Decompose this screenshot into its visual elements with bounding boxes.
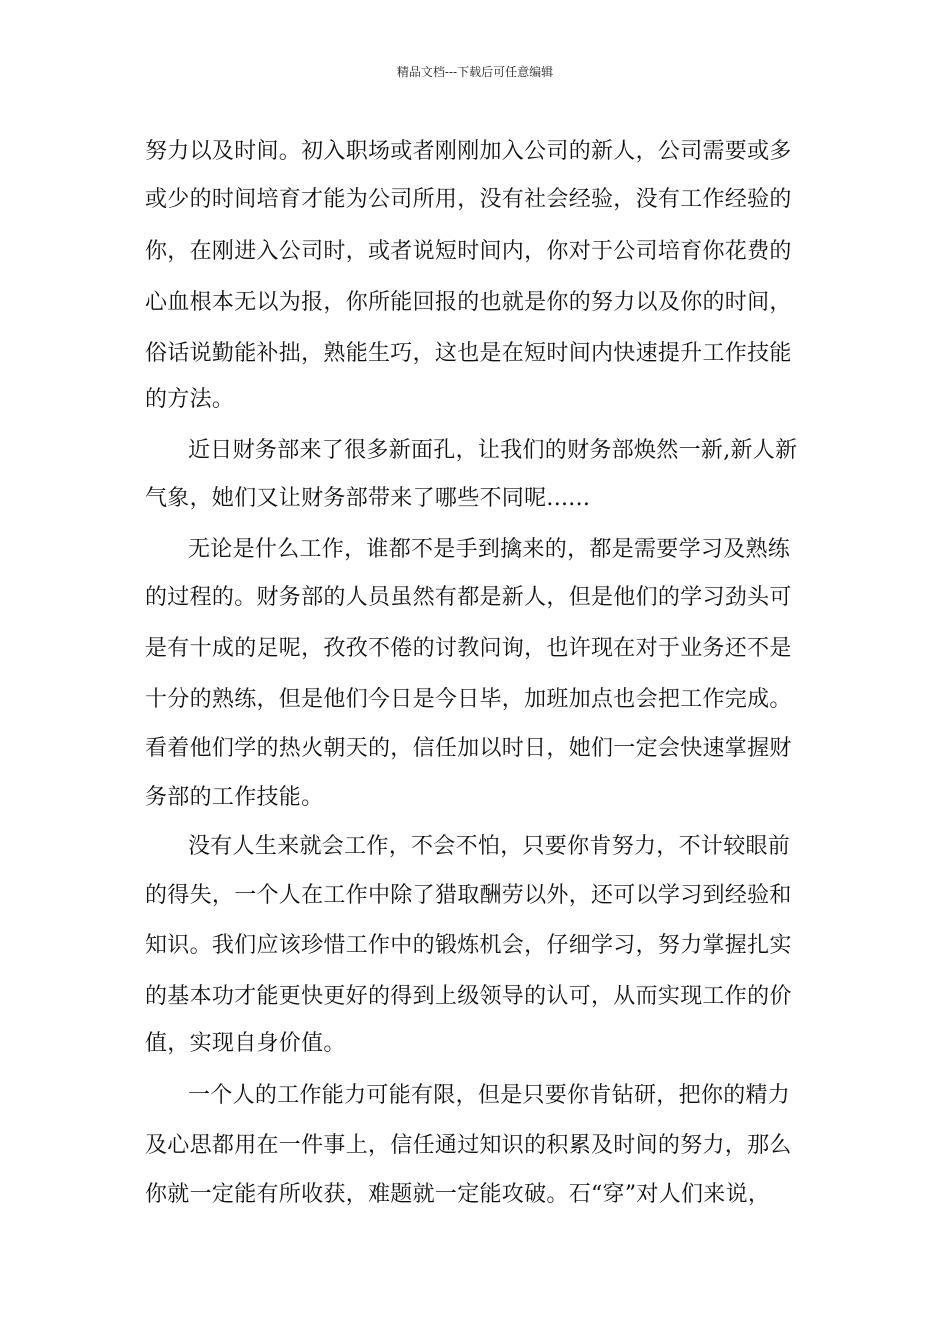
text-line: 是有十成的足呢，孜孜不倦的讨教问询，也许现在对于业务还不是: [145, 636, 792, 661]
text-line: 的方法。: [145, 387, 235, 412]
text-line: 无论是什么工作，谁都不是手到擒来的，都是需要学习及熟练: [188, 537, 791, 562]
text-line: 没有人生来就会工作，不会不怕，只要你肯努力，不计较眼前: [188, 834, 791, 859]
text-line: 值，实现自身价值。: [145, 1031, 346, 1056]
text-line: 及心思都用在一件事上，信任通过知识的积累及时间的努力，那么: [145, 1133, 792, 1158]
text-line: 或少的时间培育才能为公司所用，没有社会经验，没有工作经验的: [145, 187, 792, 212]
text-line: 的得失，一个人在工作中除了猎取酬劳以外，还可以学习到经验和: [145, 883, 792, 908]
text-line: 气象，她们又让财务部带来了哪些不同呢......: [145, 486, 591, 511]
text-line: 一个人的工作能力可能有限，但是只要你肯钻研，把你的精力: [188, 1083, 791, 1108]
text-line: 努力以及时间。初入职场或者刚刚加入公司的新人，公司需要或多: [145, 139, 792, 164]
text-line: 你，在刚进入公司时，或者说短时间内，你对于公司培育你花费的: [145, 239, 792, 264]
text-line: 心血根本无以为报，你所能回报的也就是你的努力以及你的时间，: [145, 290, 792, 315]
text-line: 近日财务部来了很多新面孔，让我们的财务部焕然一新,新人新: [188, 438, 798, 463]
text-line: 务部的工作技能。: [145, 785, 324, 810]
text-line: 十分的熟练，但是他们今日是今日毕，加班加点也会把工作完成。: [145, 687, 792, 712]
text-line: 看着他们学的热火朝天的，信任加以时日，她们一定会快速掌握财: [145, 736, 792, 761]
text-line: 知识。我们应该珍惜工作中的锻炼机会，仔细学习，努力掌握扎实: [145, 933, 792, 958]
text-line: 的基本功才能更快更好的得到上级领导的认可，从而实现工作的价: [145, 984, 792, 1009]
text-line: 俗话说勤能补拙，熟能生巧，这也是在短时间内快速提升工作技能: [145, 341, 792, 366]
text-line: 的过程的。财务部的人员虽然有都是新人，但是他们的学习劲头可: [145, 585, 792, 610]
text-line: 你就一定能有所收获，难题就一定能攻破。石“穿”对人们来说，: [145, 1182, 771, 1207]
page-header: 精品文档---下载后可任意编辑: [396, 65, 554, 79]
